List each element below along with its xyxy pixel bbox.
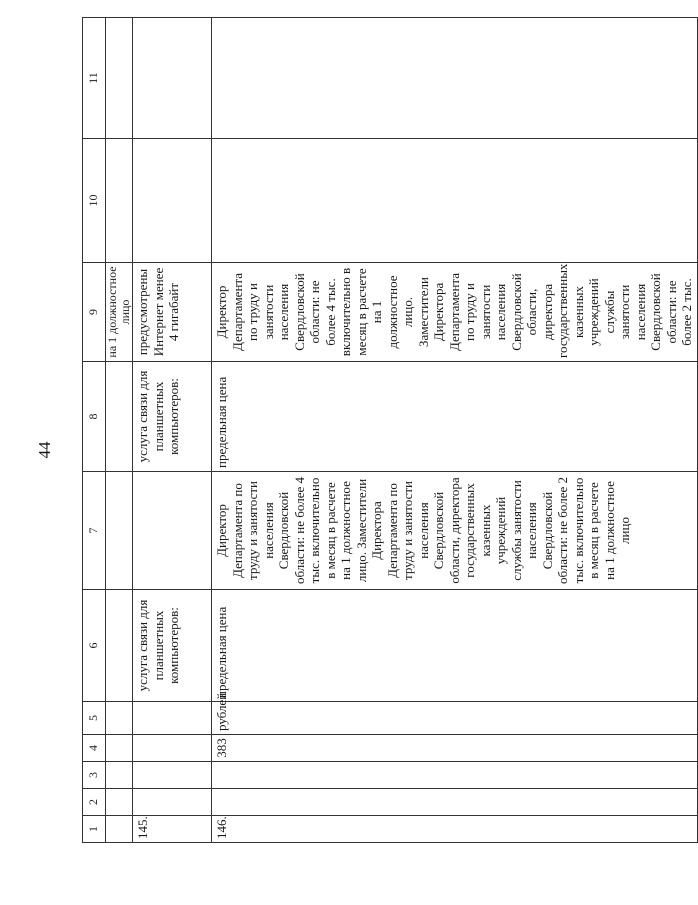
- table-row-146: [212, 18, 698, 843]
- table-rotated-container: [82, 18, 694, 843]
- table-viewport: [82, 18, 694, 843]
- page-number: 44: [35, 441, 54, 459]
- column-number: 11: [83, 18, 106, 139]
- table-cell: [133, 735, 212, 762]
- table-cell: [106, 472, 133, 590]
- table-cell: [106, 590, 133, 702]
- table-cell: [212, 139, 698, 263]
- indicator-cell: предельная цена: [212, 362, 698, 472]
- unit-cell: рублей: [212, 702, 698, 735]
- table-cell: [106, 18, 133, 139]
- continuation-row: [106, 18, 133, 843]
- column-number: 4: [83, 735, 106, 762]
- table-cell: [106, 139, 133, 263]
- service-name-cell: услуга связи для планшетных компьютеров:: [133, 362, 212, 472]
- table-cell: [133, 702, 212, 735]
- table-cell: [212, 762, 698, 789]
- table-cell: [133, 139, 212, 263]
- row-number: 146.: [212, 816, 698, 843]
- table-cell: [212, 18, 698, 139]
- table-cell: [133, 472, 212, 590]
- limit-description-cell: Директор Департамента по труду и занятости населения Свердловской области: не более 4 тыс. включительно в месяц в расчете на 1 должностное лицо. Заместители Директора Департамента по труду и занятости населения Свердловской области, директора государственных казенных учреждений службы занятости населения Свердловской области: не более 2 тыс.: [212, 263, 698, 362]
- table-cell: [106, 762, 133, 789]
- table-cell: [133, 762, 212, 789]
- code-cell: 383: [212, 735, 698, 762]
- column-number: 5: [83, 702, 106, 735]
- column-number: 3: [83, 762, 106, 789]
- column-number: 6: [83, 590, 106, 702]
- column-number: 7: [83, 472, 106, 590]
- limit-description-cell: Директор Департамента по труду и занятости населения Свердловской области: не более 4 тыс. включительно в месяц в расчете на 1 должностное лицо. Заместители Директора Департамента по труду и занятости населения Свердловской области, директора государственных казенных учреждений службы занятости населения Свердловской области: не более 2 тыс. включительно в месяц в расчете на 1 должностное лицо: [212, 472, 698, 590]
- table-cell: [133, 18, 212, 139]
- continuation-cell: на 1 должностное лицо: [106, 263, 133, 362]
- table-cell: [133, 789, 212, 816]
- table-cell: [212, 789, 698, 816]
- table-cell: [106, 702, 133, 735]
- column-number: 10: [83, 139, 106, 263]
- table-row-145: [133, 18, 212, 843]
- service-name-cell: услуга связи для планшетных компьютеров:: [133, 590, 212, 702]
- indicator-cell: предельная цена: [212, 590, 698, 702]
- requirements-table: [82, 17, 698, 843]
- table-cell: [106, 816, 133, 843]
- table-cell: [106, 362, 133, 472]
- service-note-cell: предусмотрены Интернет менее 4 гигабайт: [133, 263, 212, 362]
- column-number: 2: [83, 789, 106, 816]
- row-number: 145.: [133, 816, 212, 843]
- table-cell: [106, 789, 133, 816]
- column-number: 9: [83, 263, 106, 362]
- table-cell: [106, 735, 133, 762]
- column-number-row: [83, 18, 106, 843]
- column-number: 1: [83, 816, 106, 843]
- column-number: 8: [83, 362, 106, 472]
